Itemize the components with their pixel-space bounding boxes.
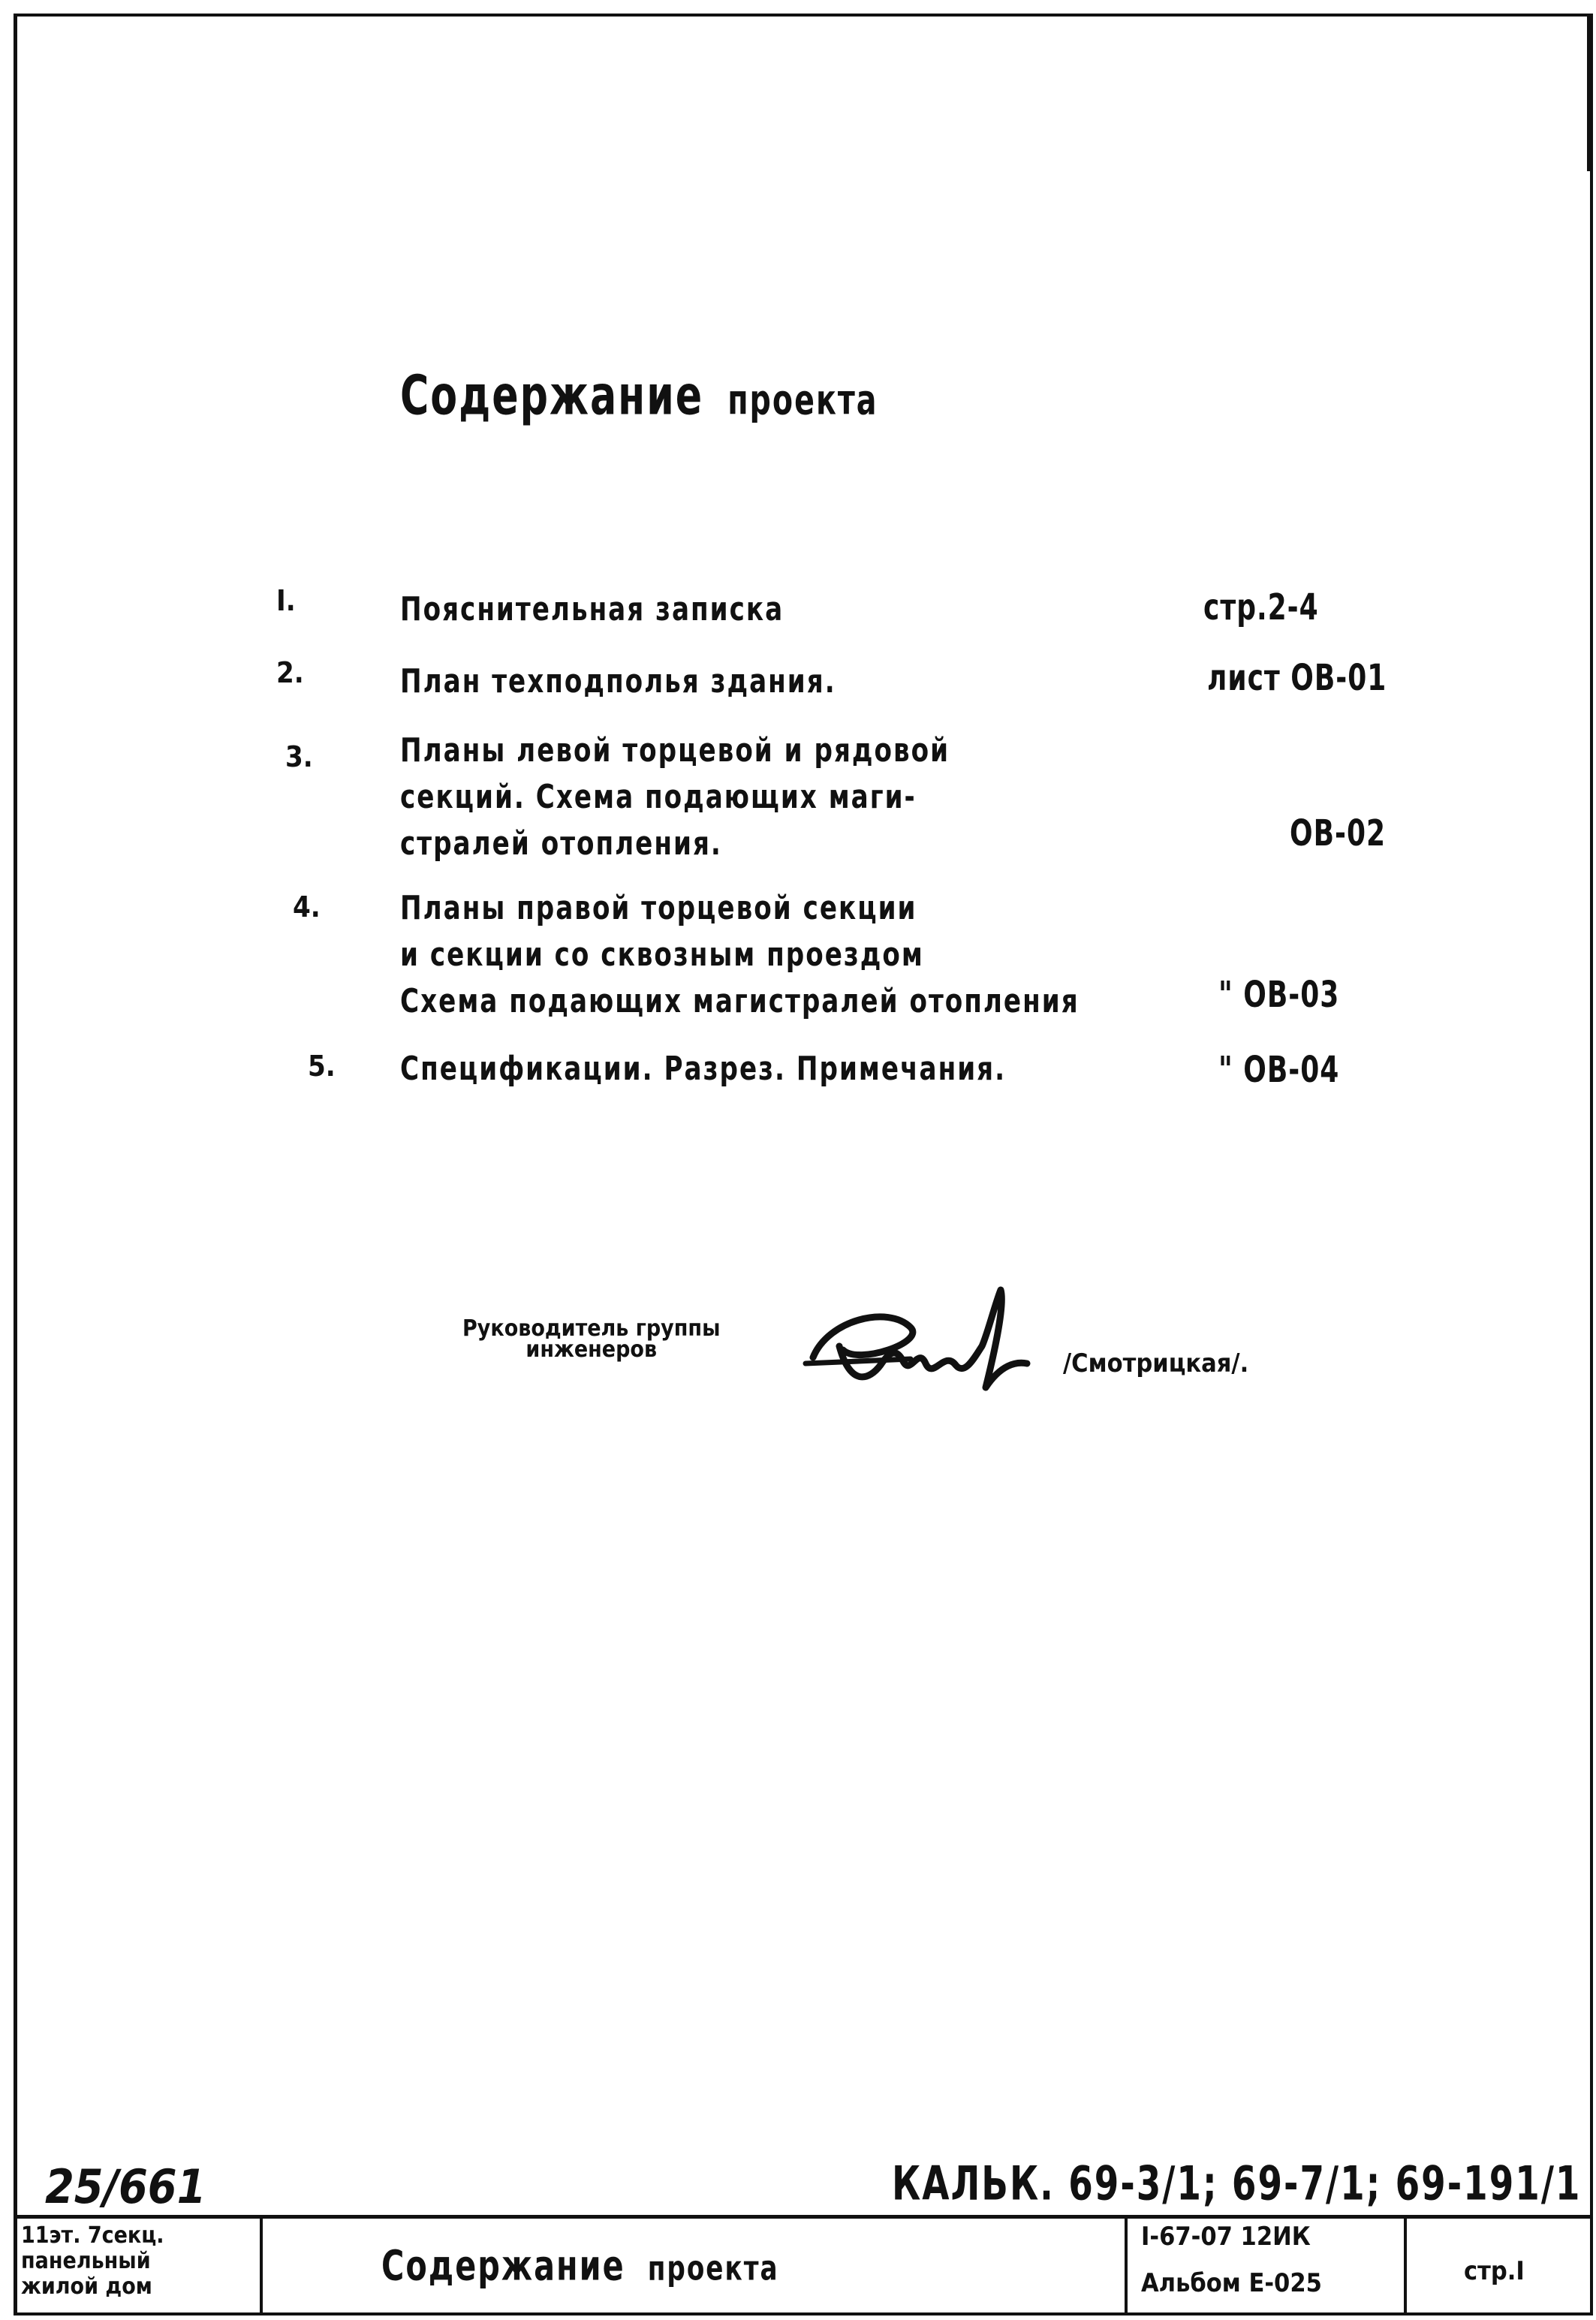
toc-item-2-ref: лист ОВ-01 [1207,658,1387,700]
toc-item-5-line-1: Спецификации. Разрез. Примечания. [400,1049,1007,1088]
title-block-title-cell [263,2219,1128,2315]
title-block-building-cell [14,2219,263,2315]
page-title-suffix: проекта [727,376,878,425]
toc-item-3-number: 3. [285,740,313,773]
signature-role [462,1315,721,1363]
toc-item-1-ref: стр.2-4 [1203,587,1319,629]
page-title [400,363,878,427]
toc-item-2-line-1: План техподполья здания. [400,661,836,701]
handwritten-signature [798,1275,1046,1403]
toc-item-4-text [400,884,1080,1024]
toc-item-2-number: 2. [276,656,304,689]
drawing-sheet [14,14,1593,2315]
toc-item-3-line-3: стралей отопления. [400,824,722,863]
frame-edge-mark [1587,14,1593,171]
project-code [1141,2223,1322,2297]
toc-item-5-ref: " ОВ-04 [1218,1050,1340,1092]
toc-item-1-line-1: Пояснительная записка [400,589,784,628]
calc-reference: КАЛЬК. 69-3/1; 69-7/1; 69-191/1 [892,2157,1582,2211]
building-line-2: панельный [21,2248,151,2274]
toc-item-4-line-3: Схема подающих магистралей отопления [400,981,1080,1020]
building-line-3: жилой дом [21,2273,152,2300]
signature-role-line-2: инженеров [525,1336,658,1363]
building-line-1: 11эт. 7секц. [21,2222,164,2249]
title-block-title [381,2241,779,2290]
toc-item-4-line-1: Планы правой торцевой секции [400,888,917,927]
title-block-bottom-rule [14,2312,1593,2315]
title-block [14,2215,1593,2315]
drawing-frame [14,14,1593,2315]
toc-item-4-ref: " ОВ-03 [1218,975,1340,1017]
toc-item-5-number: 5. [308,1050,336,1083]
toc-item-3-ref: ОВ-02 [1290,813,1387,855]
sheet-number: стр.I [1464,2256,1525,2286]
title-block-title-main: Содержание [381,2241,625,2290]
page-title-main: Содержание [400,363,704,427]
album-number: Альбом Е-025 [1141,2268,1322,2298]
toc-item-3-text [400,727,950,866]
archive-number: 25/661 [45,2159,206,2214]
title-block-title-suffix: проекта [647,2248,779,2288]
toc-item-3-line-1: Планы левой торцевой и рядовой [400,731,950,770]
title-block-code-cell [1128,2219,1407,2315]
toc-item-1-number: I. [276,584,296,617]
toc-item-3-line-2: секций. Схема подающих маги- [400,777,917,816]
toc-item-5-text [400,1045,1006,1092]
toc-item-2-text [400,658,836,704]
toc-item-4-line-2: и секции со сквозным проездом [400,935,924,974]
toc-item-1-text [400,586,784,632]
project-code-number: I-67-07 12ИК [1141,2222,1311,2252]
building-description [21,2223,164,2300]
signature-role-line-1: Руководитель группы [462,1315,721,1342]
signature-name: /Смотрицкая/. [1063,1348,1249,1378]
title-block-sheet-cell [1407,2219,1593,2315]
toc-item-4-number: 4. [293,890,321,923]
